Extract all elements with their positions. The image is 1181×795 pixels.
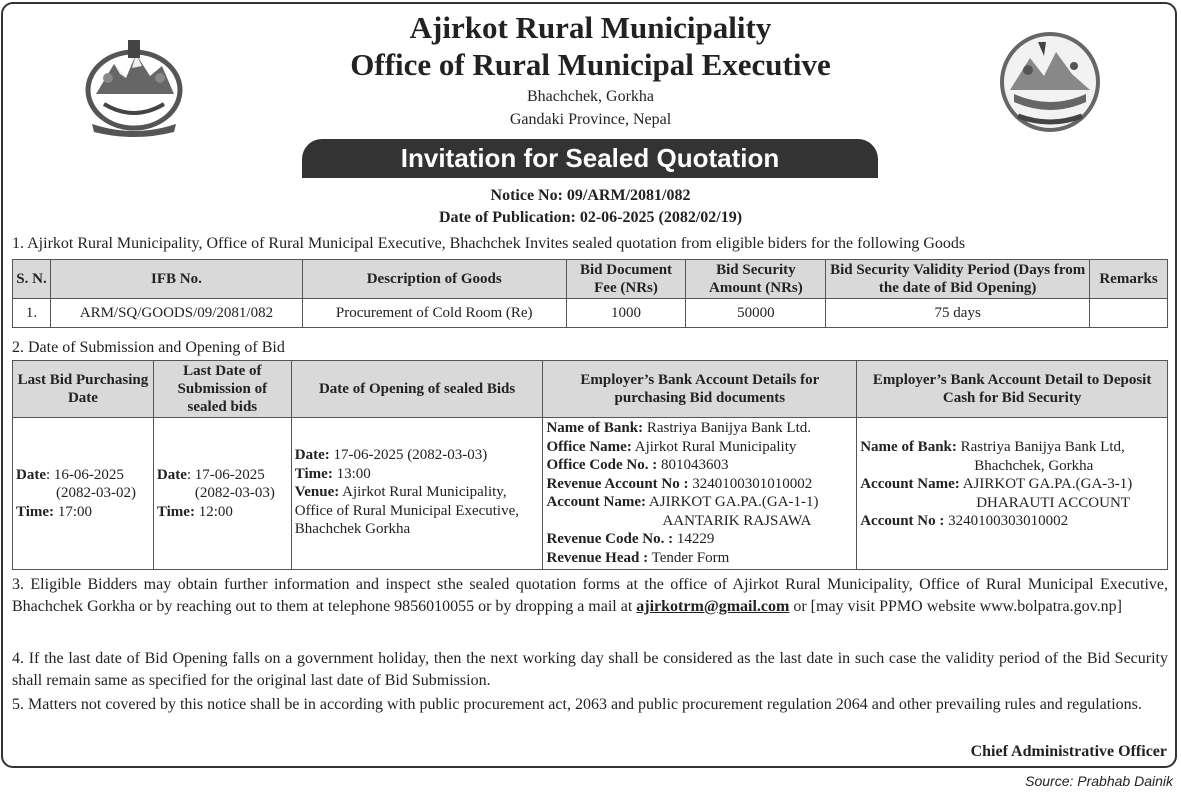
table-header: Remarks [1089, 260, 1167, 299]
clause-3: 3. Eligible Bidders may obtain further information and inspect sthe sealed quotation forms at the office of Ajirkot Rural Municipality, Office of Rural Municipal Executive, Bhachchek Gorkha or by reaching out to them at telephone 9856010055 or by dropping a mail at ajirkotrm@gmail.com or [may visit PPMO website www.bolpatra.gov.np] [12, 576, 1168, 615]
table-header: Bid Security Amount (NRs) [686, 260, 826, 299]
notice-title-banner: Invitation for Sealed Quotation [302, 139, 878, 178]
clause-4: 4. If the last date of Bid Opening falls on a government holiday, then the next working day shall be considered as the last date in such case the validity period of the Bid Security shall remain same as specified for the original last date of Bid Submission. [12, 650, 1168, 689]
table-header: S. N. [13, 260, 51, 299]
notice-number: Notice No: 09/ARM/2081/082 [490, 187, 691, 204]
submission-table [12, 360, 1168, 570]
table-header: Last Date of Submission of sealed bids [153, 361, 291, 418]
table-cell: 1. [13, 299, 51, 328]
goods-table [12, 259, 1168, 328]
clause-5: 5. Matters not covered by this notice shall be in according with public procurement act, 2063 and public procurement regulation 2064 and other prevailing rules and regulations. [12, 696, 1142, 713]
table-header: Bid Document Fee (NRs) [566, 260, 686, 299]
table-cell: 1000 [566, 299, 686, 328]
clause-2: 2. Date of Submission and Opening of Bid [12, 339, 285, 356]
source-credit: Source: Prabhab Dainik [1025, 773, 1173, 789]
table-cell: 75 days [826, 299, 1090, 328]
table-header-row [13, 361, 1168, 418]
table-row [13, 299, 1168, 328]
table-header: Employer’s Bank Account Details for purchasing Bid documents [543, 361, 857, 418]
table-cell [1089, 299, 1167, 328]
table-header: Date of Opening of sealed Bids [291, 361, 543, 418]
security-bank-cell: Name of Bank: Rastriya Banijya Bank Ltd, Bhachchek, Gorkha Account Name: AJIRKOT GA.PA.(GA-3-1) DHARAUTI ACCOUNT Account No : 3240100303010002 [857, 418, 1168, 570]
opening-date-cell: Date: 17-06-2025 (2082-03-03) Time: 13:00 Venue: Ajirkot Rural Municipality, Office of Rural Municipal Executive, Bhachchek Gorkha [291, 418, 543, 570]
table-cell: Procurement of Cold Room (Re) [302, 299, 566, 328]
purchase-bank-cell: Name of Bank: Rastriya Banijya Bank Ltd. Office Name: Ajirkot Rural Municipality Office Code No. : 801043603 Revenue Account No : 3240100301010002 Account Name: AJIRKOT GA.PA.(GA-1-1) AANTARIK RAJSAWA Revenue Code No. : 14229 Revenue Head : Tender Form [543, 418, 857, 570]
purchase-date-cell: Date: 16-06-2025 (2082-03-02) Time: 17:00 [13, 418, 154, 570]
table-header: Last Bid Purchasing Date [13, 361, 154, 418]
email-link[interactable]: ajirkotrm@gmail.com [636, 598, 790, 615]
signatory-title: Chief Administrative Officer [970, 743, 1167, 760]
submission-date-cell: Date: 17-06-2025 (2082-03-03) Time: 12:00 [153, 418, 291, 570]
address-line-1: Bhachchek, Gorkha [526, 88, 655, 105]
table-header: IFB No. [50, 260, 302, 299]
municipality-name: Ajirkot Rural Municipality [409, 10, 772, 45]
table-header: Description of Goods [302, 260, 566, 299]
table-header-row [13, 260, 1168, 299]
publication-date: Date of Publication: 02-06-2025 (2082/02/19) [438, 209, 743, 226]
table-cell: ARM/SQ/GOODS/09/2081/082 [50, 299, 302, 328]
clause-1: 1. Ajirkot Rural Municipality, Office of Rural Municipal Executive, Bhachchek Invites sealed quotation from eligible biders for the following Goods [12, 235, 966, 252]
table-row [13, 418, 1168, 570]
table-cell: 50000 [686, 299, 826, 328]
address-line-2: Gandaki Province, Nepal [509, 111, 672, 128]
office-name: Office of Rural Municipal Executive [350, 47, 831, 82]
table-header: Employer’s Bank Account Detail to Deposit Cash for Bid Security [857, 361, 1168, 418]
table-header: Bid Security Validity Period (Days from the date of Bid Opening) [826, 260, 1090, 299]
